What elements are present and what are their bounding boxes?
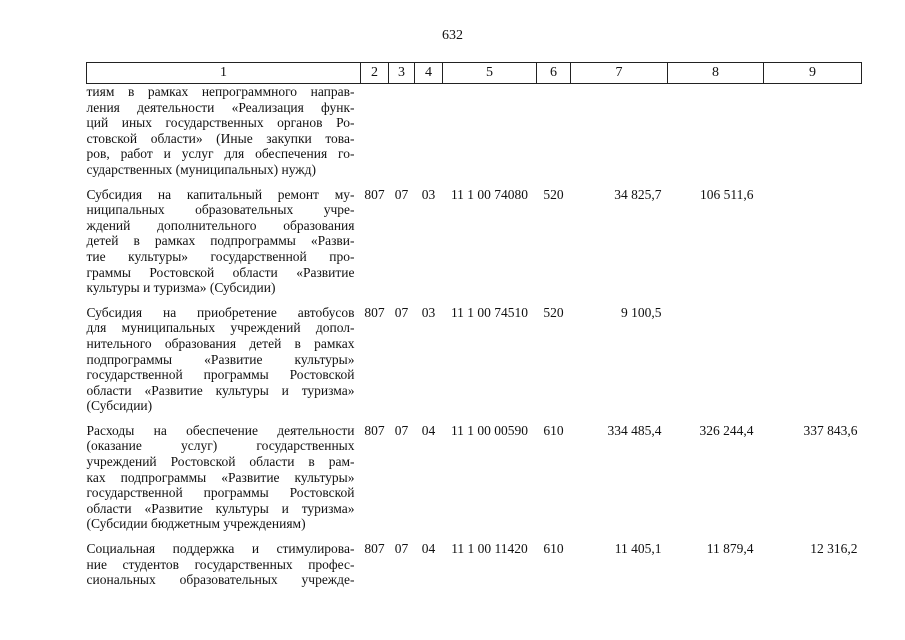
row-col-4: 04 (421, 541, 436, 557)
row-col-6: 520 (543, 186, 564, 202)
header-col-7: 7 (571, 63, 668, 84)
row-col-3: 07 (394, 186, 409, 202)
row-col-9 (764, 84, 862, 178)
header-col-8: 8 (668, 63, 764, 84)
row-col-9: 337 843,6 (803, 422, 858, 438)
row-description (87, 532, 361, 588)
row-col-7: 334 485,4 (607, 422, 662, 438)
row-col-4: 04 (421, 422, 436, 438)
description-line: тие культуры» государственной про- (86, 248, 355, 264)
row-col-5 (443, 84, 537, 178)
description-line: Расходы на обеспечение деятельности (86, 422, 355, 438)
description-line: Субсидия на приобретение автобусов (86, 304, 355, 320)
header-row (87, 63, 862, 84)
description-line: государственной программы Ростовской (86, 367, 355, 383)
row-col-5: 11 1 00 74080 (450, 186, 529, 202)
table-row (87, 296, 862, 414)
description-line: культуры и туризма» (Субсидии) (86, 280, 276, 296)
row-col-8: 326 244,4 (699, 422, 754, 438)
row-col-6: 610 (543, 541, 564, 557)
row-col-8: 11 879,4 (706, 541, 754, 557)
table-row (87, 178, 862, 296)
description-line: ления деятельности «Реализация функ- (86, 99, 355, 115)
row-col-2: 807 (364, 186, 385, 202)
row-col-3: 07 (394, 422, 409, 438)
row-col-4 (415, 84, 443, 178)
row-description (87, 414, 361, 532)
header-col-4: 4 (415, 63, 443, 84)
description-line: подпрограммы «Развитие культуры» (86, 351, 355, 367)
description-line: нительного образования детей в рамках (86, 335, 355, 351)
row-col-2: 807 (364, 304, 385, 320)
row-col-8: 106 511,6 (700, 186, 754, 202)
description-line: ниципальных образовательных учре- (86, 202, 355, 218)
description-line: тиям в рамках непрограммного направ- (86, 84, 355, 99)
description-line: (Субсидии) (86, 398, 153, 414)
row-col-4: 03 (421, 304, 436, 320)
row-col-2 (361, 84, 389, 178)
row-col-3 (389, 84, 415, 178)
row-col-8 (668, 296, 764, 414)
table-row (87, 84, 862, 178)
row-col-5: 11 1 00 00590 (450, 422, 529, 438)
description-line: для муниципальных учреждений допол- (86, 320, 355, 336)
description-line: ние студентов государственных профес- (86, 556, 355, 572)
description-line: детей в рамках подпрограммы «Разви- (86, 233, 355, 249)
row-col-6: 520 (543, 304, 564, 320)
description-line: ждений дополнительного образования (86, 217, 355, 233)
description-line: ций иных государственных органов Ро- (86, 115, 355, 131)
row-col-2: 807 (364, 541, 385, 557)
description-line: ках подпрограммы «Развитие культуры» (86, 469, 355, 485)
row-col-8 (668, 84, 764, 178)
header-col-9: 9 (764, 63, 862, 84)
description-line: сиональных образовательных учрежде- (86, 572, 355, 588)
description-line: Субсидия на капитальный ремонт му- (86, 186, 355, 202)
page-number: 632 (442, 28, 463, 43)
row-col-2: 807 (364, 422, 385, 438)
row-col-6: 610 (543, 422, 564, 438)
description-line: учреждений Ростовской области в рам- (86, 454, 355, 470)
row-col-3: 07 (394, 541, 409, 557)
row-col-9 (764, 178, 862, 296)
budget-table (86, 62, 862, 588)
row-col-9: 12 316,2 (810, 541, 858, 557)
row-col-4: 03 (421, 186, 436, 202)
description-line: Социальная поддержка и стимулирова- (86, 541, 355, 557)
description-line: области «Развитие культуры и туризма» (86, 382, 355, 398)
table-row (87, 532, 862, 588)
row-col-7: 34 825,7 (614, 186, 662, 202)
header-col-3: 3 (389, 63, 415, 84)
description-line: государственной программы Ростовской (86, 485, 355, 501)
row-col-7: 11 405,1 (614, 541, 662, 557)
row-description (87, 178, 361, 296)
row-col-3: 07 (394, 304, 409, 320)
row-description (87, 296, 361, 414)
row-col-9 (764, 296, 862, 414)
description-line: (Субсидии бюджетным учреждениям) (86, 516, 306, 532)
description-line: стовской области» (Иные закупки това- (86, 130, 355, 146)
description-line: сударственных (муниципальных) нужд) (86, 161, 316, 177)
description-line: (оказание услуг) государственных (86, 438, 355, 454)
header-col-2: 2 (361, 63, 389, 84)
header-col-6: 6 (537, 63, 571, 84)
header-col-1: 1 (87, 63, 361, 84)
row-col-5: 11 1 00 74510 (450, 304, 529, 320)
table-body (87, 84, 862, 588)
description-line: граммы Ростовской области «Развитие (86, 264, 355, 280)
description-line: ров, работ и услуг для обеспечения го- (86, 146, 355, 162)
row-col-7: 9 100,5 (621, 304, 662, 320)
row-col-6 (537, 84, 571, 178)
table-row (87, 414, 862, 532)
row-col-5: 11 1 00 11420 (451, 541, 528, 557)
row-description (87, 84, 361, 178)
row-col-7 (571, 84, 668, 178)
header-col-5: 5 (443, 63, 537, 84)
description-line: области «Развитие культуры и туризма» (86, 500, 355, 516)
